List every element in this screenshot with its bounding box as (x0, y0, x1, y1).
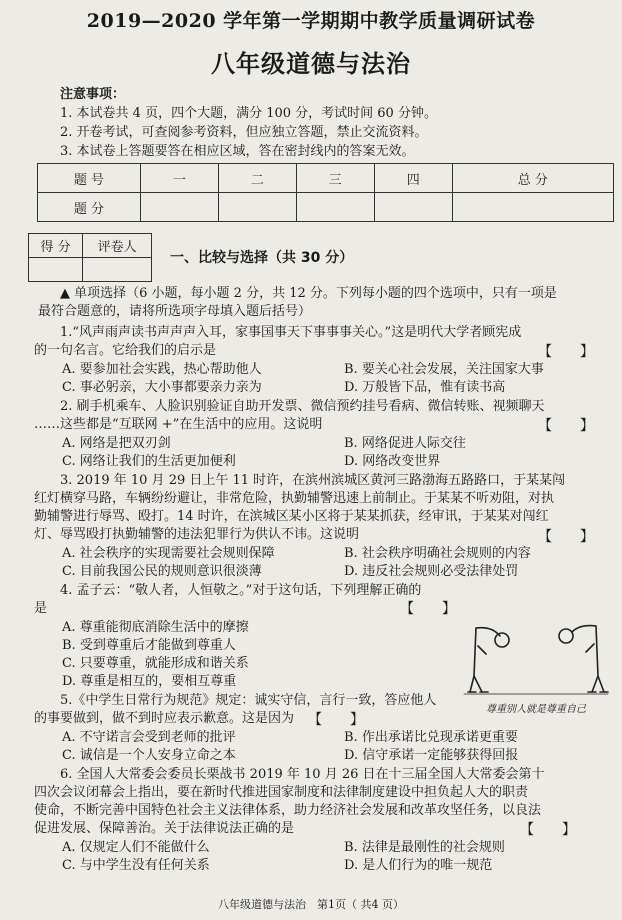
question-3-stem: 勤辅警进行辱骂、殴打。14 时许，在滨城区某小区将于某某抓获，经审讯，于某某对闯红 (34, 509, 549, 524)
page-footer: 八年级道德与法治 第1页（ 共4 页） (218, 898, 404, 911)
option-1a[interactable]: A. 要参加社会实践，热心帮助他人 (62, 362, 262, 377)
score-table-header: 二 (218, 164, 296, 193)
question-6-stem: 四次会议闭幕会上指出，要在新时代推进国家制度和法律制度建设中担负起人大的职责 (34, 785, 529, 800)
score-table-header: 四 (374, 164, 452, 193)
question-5-stem: 的事要做到，做不到时应表示歉意。这是因为 (34, 711, 295, 726)
question-4-stem: 是 (34, 601, 48, 616)
option-5a[interactable]: A. 不守诺言会受到老师的批评 (62, 730, 236, 745)
question-3-stem: 红灯横穿马路，车辆纷纷避让，非常危险，执勤辅警迅速上前制止。于某某不听劝阻，对执 (34, 491, 555, 506)
question-6-stem: 6. 全国人大常委会委员长栗战书 2019 年 10 月 26 日在十三届全国人大常委会第十 (60, 767, 545, 782)
question-3-stem: 3. 2019 年 10 月 29 日上午 11 时许，在滨州滨城区黄河三路渤海五路路口，于某某闯 (60, 473, 566, 488)
question-4-stem: 4. 孟子云：“敬人者，人恒敬之。”对于这句话，下列理解正确的 (60, 583, 422, 598)
option-1c[interactable]: C. 事必躬亲，大小事都要亲力亲为 (62, 380, 262, 395)
option-4b[interactable]: B. 受到尊重后才能做到尊重人 (62, 638, 236, 653)
bowing-figures-illustration (462, 606, 610, 698)
option-6d[interactable]: D. 是人们行为的唯一规范 (344, 858, 493, 873)
grader-score-label: 得 分 (29, 234, 83, 258)
option-1d[interactable]: D. 万般皆下品，惟有读书高 (344, 380, 506, 395)
score-table-header: 题 号 (38, 164, 141, 193)
grader-reviewer-cell[interactable] (83, 258, 152, 282)
answer-bracket-1[interactable]: 【 】 (538, 344, 594, 360)
score-table (37, 163, 614, 222)
section-instruction: ▲ 单项选择（6 小题，每小题 2 分，共 12 分。下列每小题的四个选项中，只有一项是 (60, 286, 557, 301)
score-table-header: 总 分 (452, 164, 613, 193)
option-3a[interactable]: A. 社会秩序的实现需要社会规则保障 (62, 546, 275, 561)
exam-title: 2019—2020 学年第一学期期中教学质量调研试卷 (86, 10, 536, 32)
score-table-row-label: 题 分 (38, 193, 141, 222)
section-instruction: 最符合题意的，请将所选项字母填入题后括号） (38, 304, 312, 319)
option-5c[interactable]: C. 诚信是一个人安身立命之本 (62, 748, 236, 763)
exam-subject: 八年级道德与法治 (211, 50, 411, 78)
answer-bracket-4[interactable]: 【 】 (400, 601, 456, 617)
option-6c[interactable]: C. 与中学生没有任何关系 (62, 858, 210, 873)
score-cell[interactable] (218, 193, 296, 222)
question-6-stem: 促进发展、保障善治。关于法律说法正确的是 (34, 821, 295, 836)
option-4a[interactable]: A. 尊重能彻底消除生活中的摩擦 (62, 620, 249, 635)
answer-bracket-5[interactable]: 【 】 (308, 712, 364, 728)
grader-box (28, 233, 152, 282)
question-3-stem: 灯、辱骂殴打执勤辅警的违法犯罪行为供认不讳。这说明 (34, 527, 360, 542)
note-item: 2. 开卷考试，可查阅参考资料，但应独立答题，禁止交流资料。 (60, 125, 428, 140)
note-item: 1. 本试卷共 4 页，四个大题，满分 100 分，考试时间 60 分钟。 (60, 106, 437, 121)
bowing-cartoon (462, 606, 610, 716)
option-6b[interactable]: B. 法律是最刚性的社会规则 (344, 840, 505, 855)
score-cell[interactable] (452, 193, 613, 222)
option-3c[interactable]: C. 目前我国公民的规则意识很淡薄 (62, 564, 262, 579)
section-title: 一、比较与选择（共 30 分） (170, 250, 354, 266)
grader-score-cell[interactable] (29, 258, 83, 282)
option-5b[interactable]: B. 作出承诺比兑现承诺更重要 (344, 730, 518, 745)
question-2-stem: 2. 刷手机乘车、人脸识别验证自助开发票、微信预约挂号看病、微信转账、视频聊天 (60, 399, 545, 414)
option-3d[interactable]: D. 违反社会规则必受法律处罚 (344, 564, 519, 579)
question-2-stem: ……这些都是“互联网 +”在生活中的应用。这说明 (34, 417, 323, 432)
score-table-header: 三 (296, 164, 374, 193)
question-1-stem: 1.“风声雨声读书声声声入耳，家事国事天下事事事关心。”这是明代大学者顾宪成 (60, 325, 522, 340)
option-1b[interactable]: B. 要关心社会发展，关注国家大事 (344, 362, 544, 377)
score-table-header: 一 (141, 164, 219, 193)
note-item: 3. 本试卷上答题要答在相应区域，答在密封线内的答案无效。 (60, 144, 415, 159)
option-4d[interactable]: D. 尊重是相互的，要相互尊重 (62, 674, 237, 689)
option-5d[interactable]: D. 信守承诺一定能够获得回报 (344, 748, 519, 763)
question-5-stem: 5.《中学生日常行为规范》规定：诚实守信，言行一致，答应他人 (60, 693, 437, 708)
option-2d[interactable]: D. 网络改变世界 (344, 454, 441, 469)
notes-heading: 注意事项： (60, 87, 126, 102)
option-4c[interactable]: C. 只要尊重，就能形成和谐关系 (62, 656, 249, 671)
option-6a[interactable]: A. 仅规定人们不能做什么 (62, 840, 210, 855)
option-3b[interactable]: B. 社会秩序明确社会规则的内容 (344, 546, 531, 561)
cartoon-caption: 尊重别人就是尊重自己 (486, 704, 586, 715)
score-cell[interactable] (296, 193, 374, 222)
grader-reviewer-label: 评卷人 (83, 234, 152, 258)
option-2c[interactable]: C. 网络让我们的生活更加便利 (62, 454, 236, 469)
option-2b[interactable]: B. 网络促进人际交往 (344, 436, 466, 451)
answer-bracket-6[interactable]: 【 】 (520, 822, 576, 838)
question-6-stem: 使命，不断完善中国特色社会主义法律体系，助力经济社会发展和改革攻坚任务，以良法 (34, 803, 542, 818)
score-cell[interactable] (141, 193, 219, 222)
option-2a[interactable]: A. 网络是把双刃剑 (62, 436, 171, 451)
score-cell[interactable] (374, 193, 452, 222)
question-1-stem: 的一句名言。它给我们的启示是 (34, 343, 217, 358)
answer-bracket-2[interactable]: 【 】 (538, 418, 594, 434)
answer-bracket-3[interactable]: 【 】 (538, 529, 594, 545)
